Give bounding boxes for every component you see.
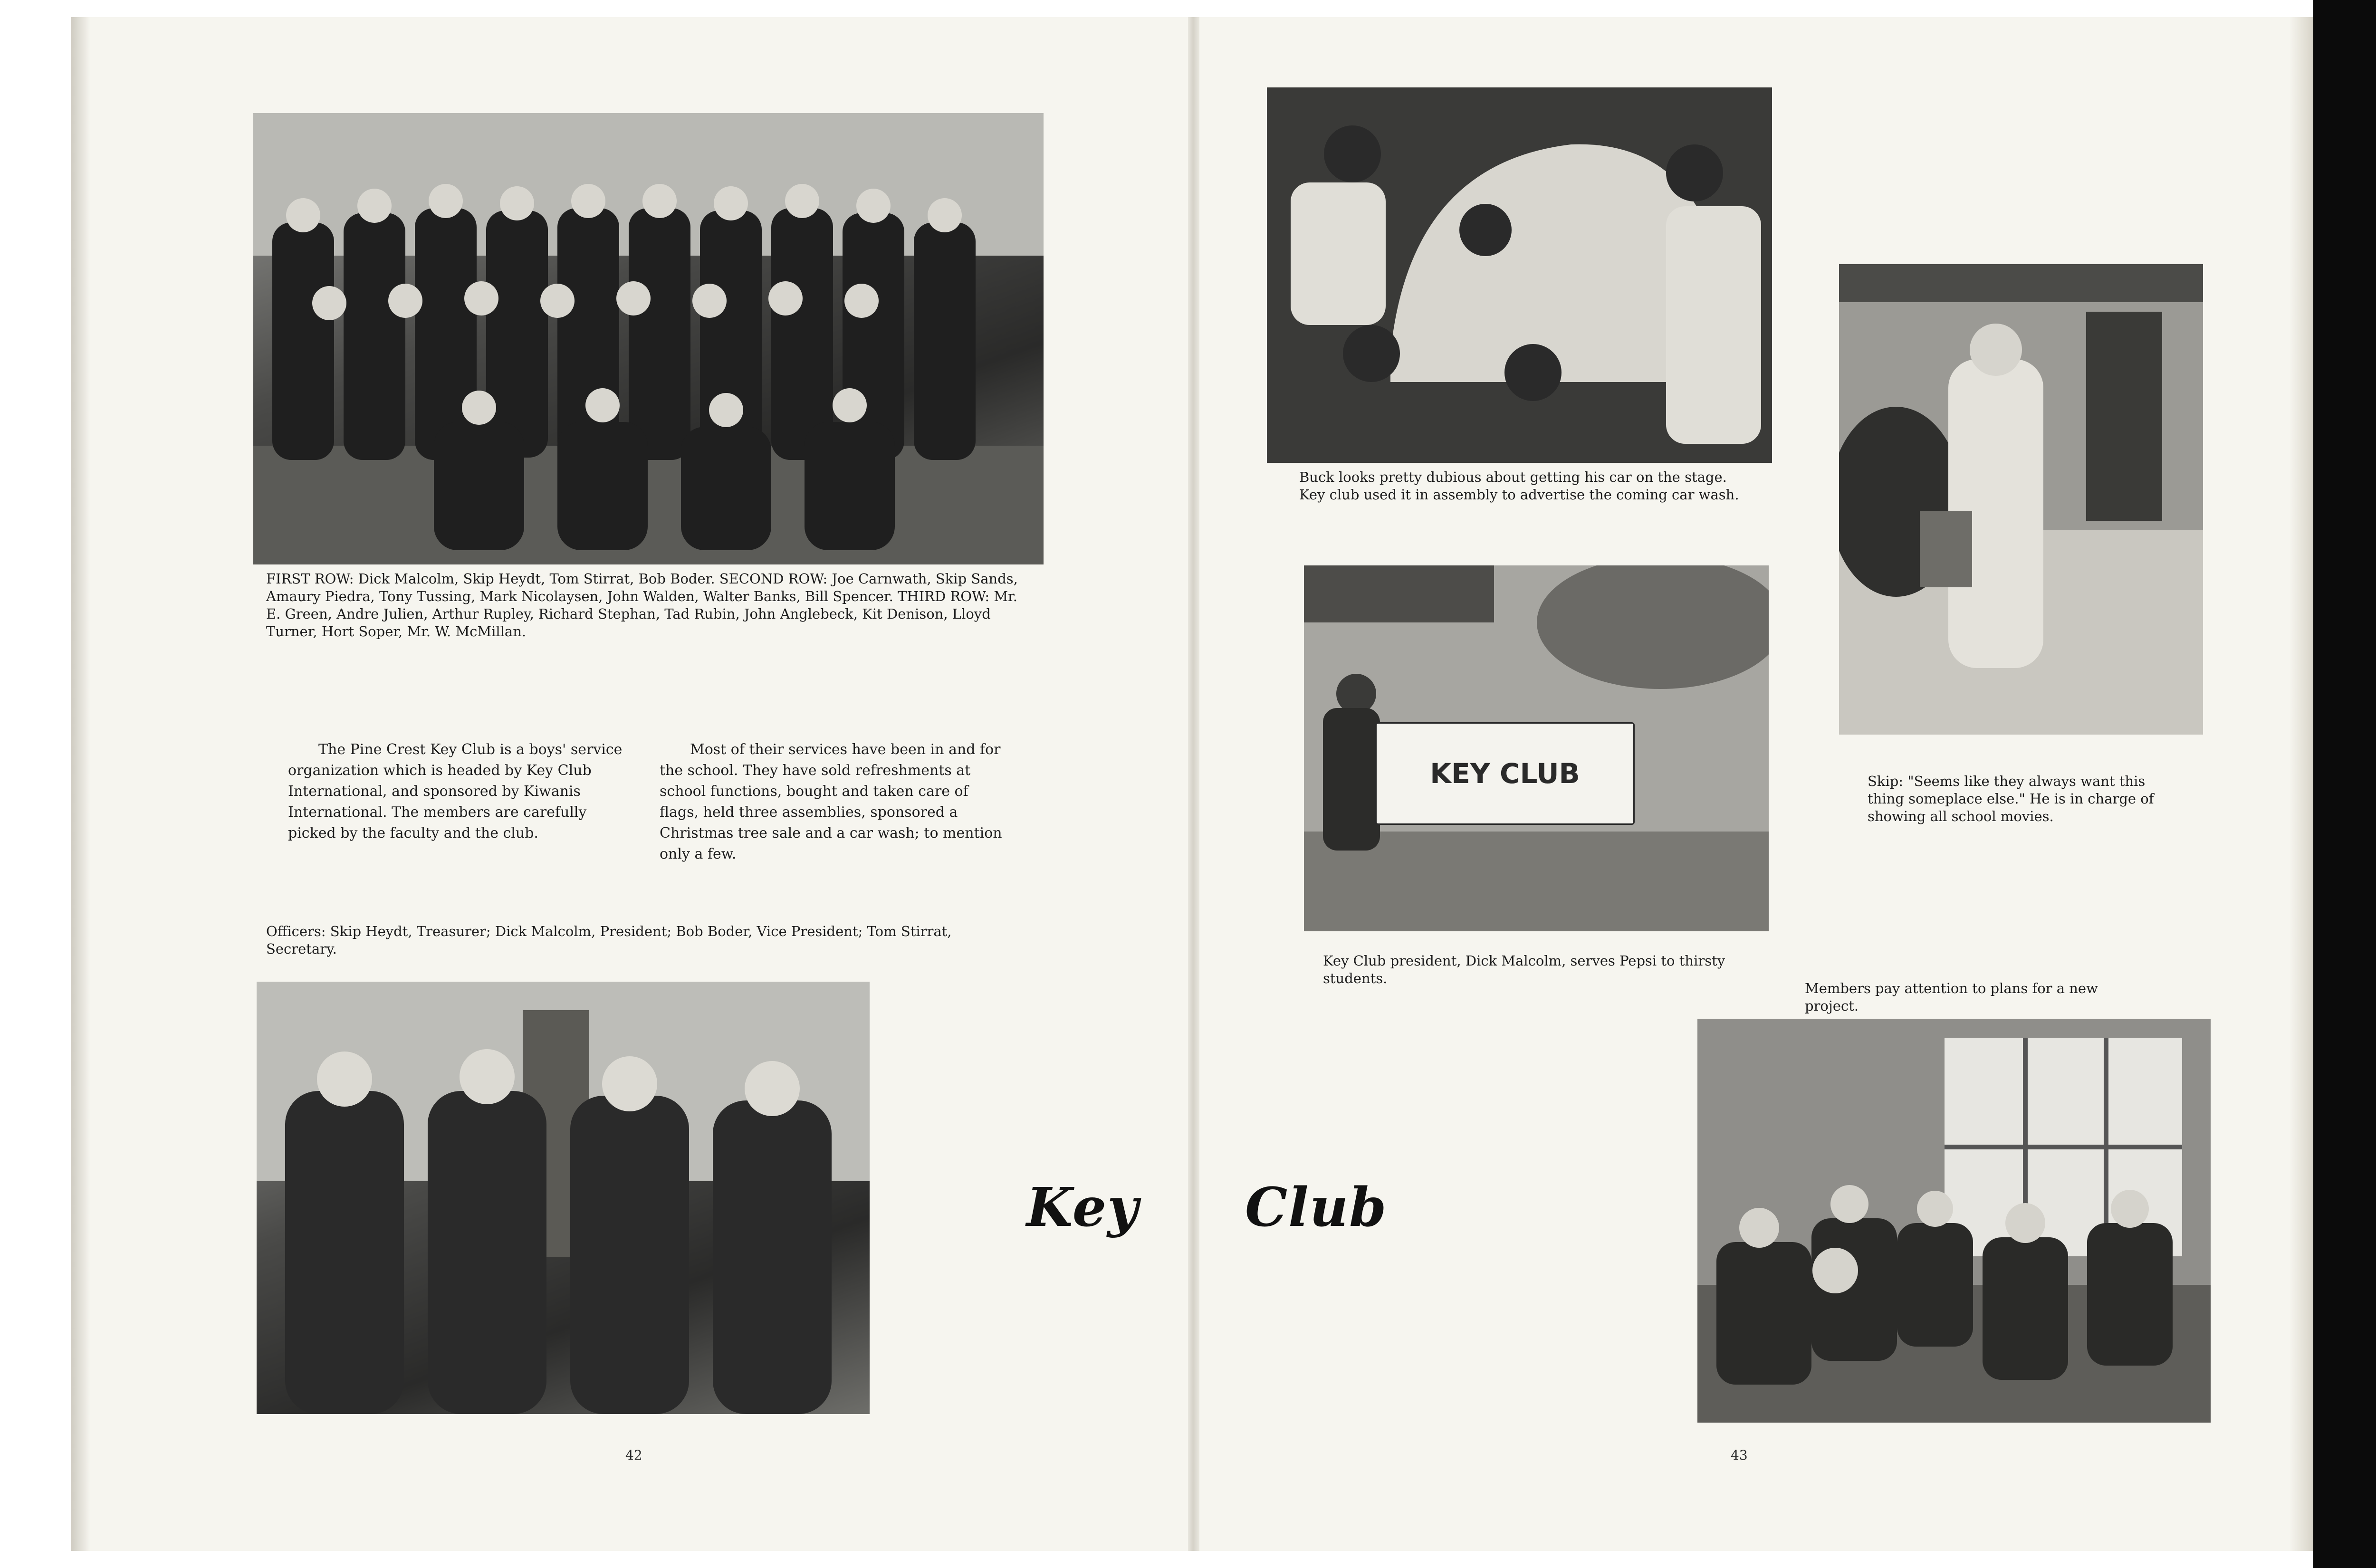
page-edge-shadow: [2290, 17, 2313, 1551]
page-number-left: 42: [625, 1447, 642, 1463]
skip-photo-caption: Skip: "Seems like they always want this thing someplace else." He is in charge of showing all school movies.: [1868, 773, 2154, 824]
body-text-column-2: Most of their services have been in and for the school. They have sold refreshments at school functions, bought and taken care of flags, held three assemblies, sponsored a Christmas tree sale and a car wash; to mention only a few.: [660, 741, 1002, 862]
body-text-column-1: The Pine Crest Key Club is a boys' service organization which is headed by Key Club International, and sponsored by Kiwanis International. The members are carefully picked by the faculty and the club.: [288, 741, 623, 841]
book-gutter: [1188, 17, 1199, 1551]
title-key: Key: [1026, 1176, 1140, 1239]
title-club: Club: [1245, 1176, 1388, 1239]
group-photo-caption: FIRST ROW: Dick Malcolm, Skip Heydt, Tom Stirrat, Bob Boder. SECOND ROW: Joe Carnwath, Skip Sands, Amaury Piedra, Tony Tussing, Mark Nicolaysen, John Walden, Walter Banks, Bill Spencer. THIRD ROW: Mr. E. Green, Andre Julien, Arthur Rupley, Richard Stephan, Tad Rubin, John Anglebeck, Kit Denison, Lloyd Turner, Hort Soper, Mr. W. McMillan.: [266, 571, 1018, 640]
yearbook-spread: [71, 17, 2313, 1551]
pepsi-photo-caption: Key Club president, Dick Malcolm, serves Pepsi to thirsty students.: [1323, 953, 1725, 986]
officers-photo: [257, 982, 870, 1414]
page-edge-shadow: [71, 17, 90, 1551]
pepsi-photo: [1304, 565, 1769, 931]
members-photo: [1697, 1019, 2211, 1423]
group-photo: [253, 113, 1044, 564]
car-photo-caption: Buck looks pretty dubious about getting his car on the stage. Key club used it in assembly to advertise the coming car wash.: [1299, 469, 1739, 503]
scan-background-edge: [2313, 0, 2376, 1568]
car-photo: [1267, 87, 1772, 463]
key-club-sign: KEY CLUB: [1375, 722, 1635, 825]
skip-photo: [1839, 264, 2203, 735]
officers-caption: Officers: Skip Heydt, Treasurer; Dick Malcolm, President; Bob Boder, Vice President; Tom Stirrat, Secretary.: [266, 923, 952, 957]
page-number-right: 43: [1731, 1447, 1748, 1463]
members-photo-caption: Members pay attention to plans for a new project.: [1805, 980, 2098, 1014]
